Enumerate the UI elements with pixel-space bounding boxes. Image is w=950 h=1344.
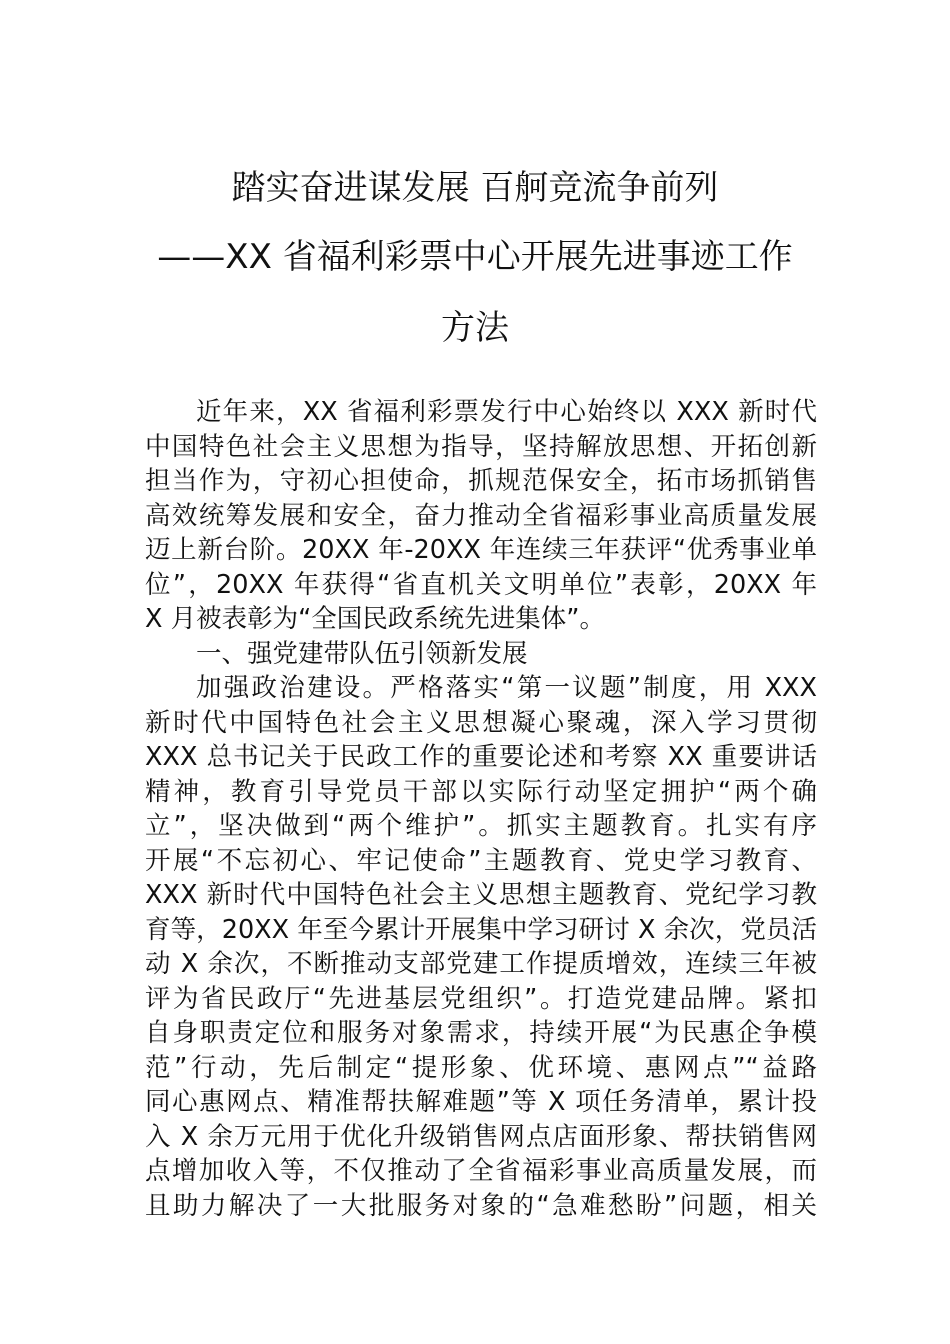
paragraph-line: 迈上新台阶。20XX 年-20XX 年连续三年获评“优秀事业单 (145, 535, 817, 565)
title-line-3: 方法 (441, 308, 509, 348)
paragraph-line: 且助力解决了一大批服务对象的“急难愁盼”问题，相关 (145, 1190, 817, 1221)
paragraph-line: XXX 新时代中国特色社会主义思想主题教育、党纪学习教 (145, 880, 817, 910)
paragraph-line: 动 X 余次，不断推动支部党建工作提质增效，连续三年被 (145, 949, 817, 979)
section-heading: 一、强党建带队伍引领新发展 (196, 638, 528, 669)
paragraph-line: 评为省民政厅“先进基层党组织”。打造党建品牌。紧扣 (145, 983, 817, 1014)
paragraph-line: 位”，20XX 年获得“省直机关文明单位”表彰，20XX 年 (145, 569, 817, 600)
paragraph-line: X 月被表彰为“全国民政系统先进集体”。 (145, 604, 605, 634)
title-line-1: 踏实奋进谋发展 百舸竞流争前列 (231, 168, 719, 208)
paragraph-line: 加强政治建设。严格落实“第一议题”制度，用 XXX (196, 673, 817, 703)
body-text (145, 395, 817, 1223)
paragraph-line: 担当作为，守初心担使命，抓规范保安全，拓市场抓销售 (145, 466, 817, 496)
paragraph-line: 立”，坚决做到“两个维护”。抓实主题教育。扎实有序 (145, 811, 817, 841)
paragraph-line: 范”行动，先后制定“提形象、优环境、惠网点”“益路 (145, 1052, 817, 1083)
paragraph-line: 自身职责定位和服务对象需求，持续开展“为民惠企争模 (145, 1018, 817, 1048)
paragraph-line: 育等，20XX 年至今累计开展集中学习研讨 X 余次，党员活 (145, 914, 817, 945)
paragraph-line: 点增加收入等，不仅推动了全省福彩事业高质量发展，而 (145, 1156, 817, 1186)
paragraph-line: XXX 总书记关于民政工作的重要论述和考察 XX 重要讲话 (145, 742, 817, 772)
paragraph-line: 高效统筹发展和安全，奋力推动全省福彩事业高质量发展 (145, 500, 817, 531)
paragraph-line: 入 X 余万元用于优化升级销售网点店面形象、帮扶销售网 (145, 1121, 817, 1152)
paragraph-line: 新时代中国特色社会主义思想凝心聚魂，深入学习贯彻 (145, 707, 817, 738)
paragraph-line: 中国特色社会主义思想为指导，坚持解放思想、开拓创新 (145, 431, 817, 462)
paragraph-line: 近年来，XX 省福利彩票发行中心始终以 XXX 新时代 (196, 397, 817, 427)
paragraph-line: 开展“不忘初心、牢记使命”主题教育、党史学习教育、 (145, 845, 817, 876)
title-line-2: ——XX 省福利彩票中心开展先进事迹工作 (157, 237, 793, 277)
paragraph-line: 精神，教育引导党员干部以实际行动坚定拥护“两个确 (145, 776, 817, 807)
paragraph-line: 同心惠网点、精准帮扶解难题”等 X 项任务清单，累计投 (145, 1087, 817, 1117)
